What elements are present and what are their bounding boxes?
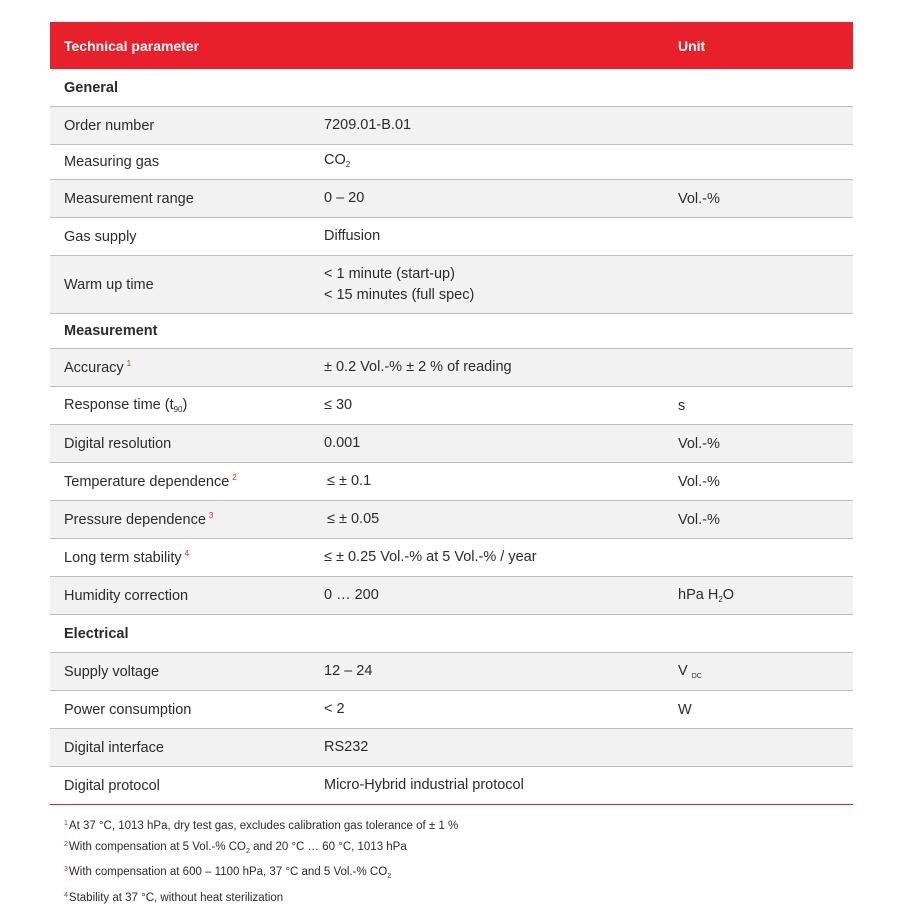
row-value: [310, 264, 664, 306]
row-label: Digital interface: [64, 739, 164, 756]
footnote-text: With compensation at 5 Vol.-% CO: [68, 840, 246, 853]
footnote-marker: 2: [232, 473, 237, 482]
table-row: [50, 539, 853, 577]
row-label: Humidity correction: [64, 587, 189, 604]
footnote-marker: 1: [126, 359, 132, 368]
footnote-text-end: and 20 °C … 60 °C, 1013 hPa: [249, 840, 407, 853]
row-value: ≤ ± 0.25 Vol.-% at 5 Vol.-% / year: [324, 549, 537, 565]
footnote-marker: 3: [208, 511, 214, 520]
row-label: Measuring gas: [64, 154, 160, 170]
row-label: [50, 397, 310, 414]
row-value: ± 0.2 Vol.-% ± 2 % of reading: [324, 359, 512, 375]
section-title: Measurement: [64, 323, 158, 339]
label-text: Temperature dependence: [64, 474, 230, 490]
footnote: [64, 861, 853, 887]
unit-subscript: DC: [691, 673, 702, 680]
footnotes: [50, 815, 853, 907]
footnote-text: At 37 °C, 1013 hPa, dry test gas, excludes calibration gas tolerance of ± 1 %: [68, 820, 459, 832]
header-param: Technical parameter: [64, 37, 200, 54]
row-unit: W: [678, 701, 692, 718]
label-text: Pressure dependence: [64, 512, 206, 528]
value-line: < 15 minutes (full spec): [324, 286, 475, 303]
value-subscript: 2: [345, 159, 351, 169]
row-value: ≤ ± 0.05: [327, 511, 380, 527]
unit-end: O: [722, 587, 735, 603]
row-value: Micro-Hybrid industrial protocol: [324, 777, 524, 793]
unit-main: V: [678, 663, 688, 679]
label-subscript: 90: [173, 405, 183, 414]
label-text-end: ): [182, 397, 188, 413]
row-label: Digital protocol: [64, 777, 160, 794]
table-row: [50, 577, 853, 615]
table-row: [50, 767, 853, 805]
row-label: Measurement range: [64, 190, 194, 207]
row-label: Gas supply: [64, 228, 137, 245]
value-line: < 1 minute (start-up): [324, 265, 455, 282]
table-row: [50, 653, 853, 691]
row-unit: [664, 663, 853, 680]
row-value: < 2: [324, 701, 345, 717]
table-row: [50, 691, 853, 729]
row-value: 0 … 200: [324, 587, 379, 603]
row-unit: [664, 587, 853, 604]
label-text: Response time (t: [64, 397, 174, 413]
row-label: [50, 473, 310, 490]
unit-main: hPa H: [678, 587, 719, 603]
table-row: [50, 256, 853, 314]
table-row: [50, 729, 853, 767]
footnote: [64, 887, 853, 908]
row-unit: s: [678, 397, 686, 414]
row-value: 12 – 24: [324, 663, 373, 679]
row-value: ≤ 30: [324, 397, 353, 413]
row-label: Power consumption: [64, 701, 192, 718]
value-main: CO: [324, 151, 346, 168]
table-row: [50, 145, 853, 180]
table-row: [50, 107, 853, 145]
footnote-subscript: 2: [387, 873, 392, 880]
table-row: [50, 425, 853, 463]
section-title: Electrical: [64, 625, 129, 642]
footnote-number: 2: [64, 840, 68, 848]
footnote-marker: 4: [184, 549, 190, 558]
row-label: Digital resolution: [64, 435, 172, 452]
table-row: [50, 349, 853, 387]
unit-subscript: 2: [718, 595, 723, 604]
header-unit: Unit: [678, 37, 706, 54]
row-value: 7209.01-B.01: [324, 117, 412, 133]
row-value: 0 – 20: [324, 190, 365, 206]
section-measurement: [50, 314, 853, 349]
row-unit: Vol.-%: [678, 473, 720, 490]
label-text: Long term stability: [64, 550, 182, 566]
table-row: [50, 501, 853, 539]
row-unit: Vol.-%: [678, 435, 720, 452]
table-row: [50, 218, 853, 256]
section-general: [50, 69, 853, 107]
footnote-text: With compensation at 600 – 1100 hPa, 37 °C and 5 Vol.-% CO: [68, 866, 388, 878]
table-header: [50, 22, 853, 69]
section-title: General: [64, 79, 118, 96]
row-unit: Vol.-%: [678, 511, 720, 528]
row-unit: Vol.-%: [678, 190, 720, 207]
row-value: ≤ ± 0.1: [327, 473, 372, 489]
row-label: Order number: [64, 117, 155, 134]
footnote-number: 1: [64, 820, 68, 827]
table-row: [50, 387, 853, 425]
footnote: [64, 815, 853, 836]
table-row: [50, 463, 853, 501]
footnote: [64, 836, 853, 862]
table-row: [50, 180, 853, 218]
row-value: Diffusion: [324, 228, 381, 244]
label-text: Accuracy: [64, 360, 124, 376]
row-label: [50, 549, 310, 566]
row-label: Supply voltage: [64, 663, 160, 680]
footnote-text: Stability at 37 °C, without heat sterilization: [68, 891, 284, 904]
footnote-number: 4: [64, 891, 68, 899]
footnote-subscript: 2: [245, 847, 250, 855]
section-electrical: [50, 615, 853, 653]
footnote-number: 3: [64, 866, 68, 873]
spec-table: [50, 22, 853, 907]
row-label: Warm up time: [64, 276, 154, 293]
row-label: [50, 511, 310, 528]
row-label: [50, 359, 310, 376]
row-value: RS232: [324, 739, 369, 755]
row-value: 0.001: [324, 435, 361, 451]
row-value: [310, 150, 664, 175]
